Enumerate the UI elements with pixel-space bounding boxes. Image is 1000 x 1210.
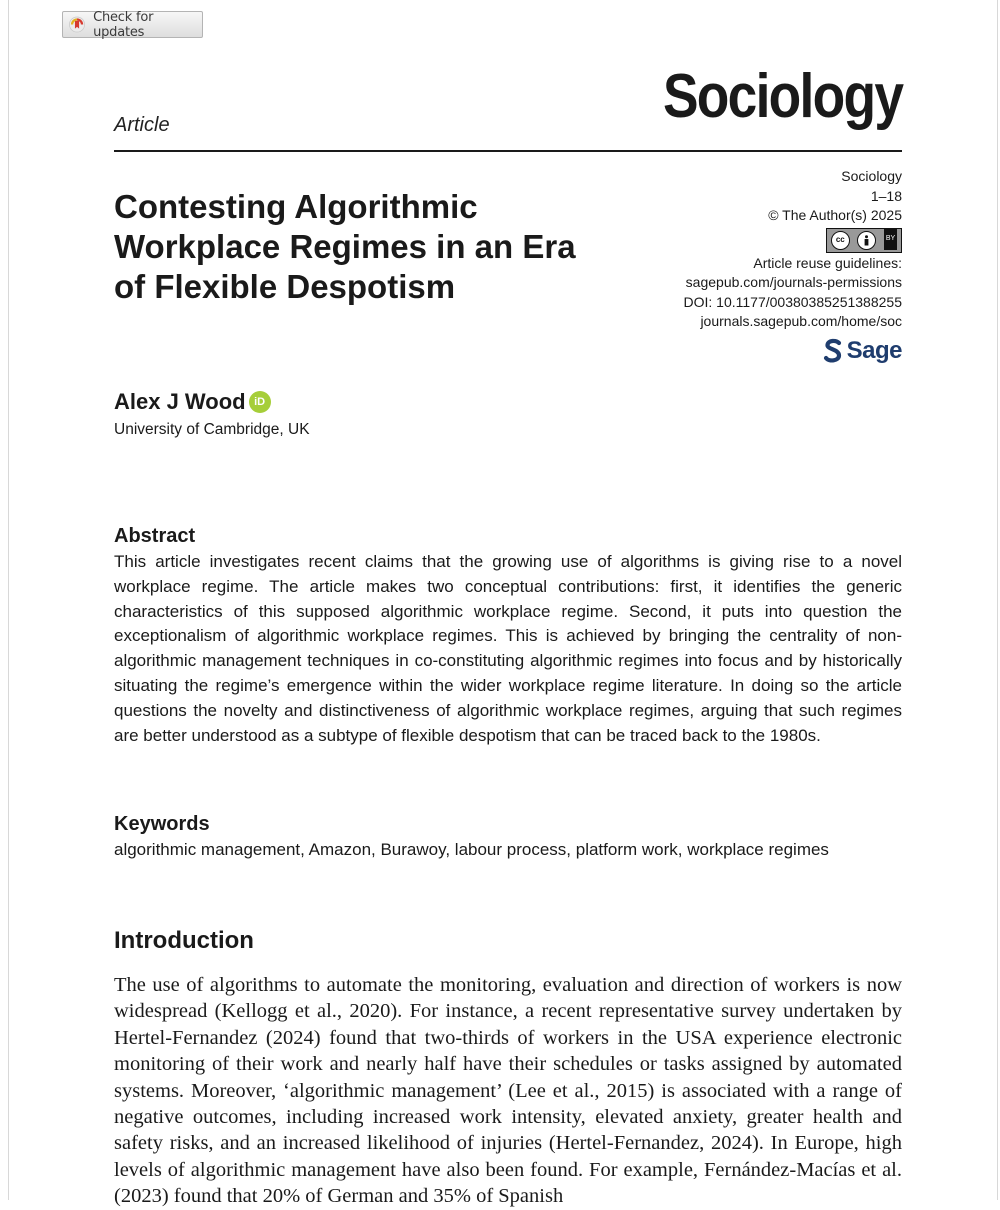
check-for-updates-button[interactable] xyxy=(62,11,203,38)
author-affiliation: University of Cambridge, UK xyxy=(114,421,310,438)
cc-license-badge[interactable] xyxy=(826,228,902,253)
keywords-list: algorithmic management, Amazon, Burawoy, labour process, platform work, workplace regimes xyxy=(114,840,829,859)
meta-doi[interactable]: DOI: 10.1177/00380385251388255 xyxy=(683,293,902,310)
page-edge-right xyxy=(997,0,998,1200)
meta-pages: 1–18 xyxy=(870,187,902,204)
publisher-logo xyxy=(684,338,903,364)
paper-title: Contesting Algorithmic Workplace Regimes in an Era of Flexible Despotism xyxy=(114,188,576,305)
meta-journal: Sociology xyxy=(841,168,902,184)
cc-by-label: BY xyxy=(884,228,897,250)
meta-copyright: © The Author(s) 2025 xyxy=(768,207,902,223)
bookmark-ribbon-icon xyxy=(69,16,85,33)
attribution-icon xyxy=(857,231,876,250)
abstract-heading: Abstract xyxy=(114,525,196,547)
keywords-heading: Keywords xyxy=(114,813,210,835)
page-edge-left xyxy=(8,0,9,1200)
introduction-heading: Introduction xyxy=(114,927,254,954)
meta-journal-home-link[interactable]: journals.sagepub.com/home/soc xyxy=(700,313,902,329)
article-type-label: Article xyxy=(114,114,170,136)
publisher-name: Sage xyxy=(846,336,902,364)
check-for-updates-label: Check for updates xyxy=(93,9,154,40)
author-name[interactable]: Alex J Wood xyxy=(114,389,246,414)
abstract-text: This article investigates recent claims that the growing use of algorithms is giving rise to a novel workplace regime. The article makes two conceptual contributions: first, it identifies the generic characteristics of this supposed algorithmic workplace regime. Second, it puts into question the exceptionalism of algorithmic workplace regimes. This is achieved by bringing the centrality of non-algorithmic management techniques in co-constituting algorithmic regimes into focus and by historically situating the regime’s emergence within the wider workplace regime literature. In doing so the article questions the novelty and distinctiveness of algorithmic workplace regimes, arguing that such regimes are better understood as a subtype of flexible despotism that can be traced back to the 1980s. xyxy=(114,552,902,745)
header-rule xyxy=(114,150,902,152)
orcid-icon[interactable]: iD xyxy=(249,391,271,413)
meta-reuse-link[interactable]: sagepub.com/journals-permissions xyxy=(685,274,902,290)
creative-commons-icon: cc xyxy=(831,231,850,250)
introduction-text: The use of algorithms to automate the monitoring, evaluation and direction of workers is now widespread (Kellogg et al., 2020). For instance, a recent representative survey undertaken by Hertel-Fernandez (2024) found that two-thirds of workers in the USA experience electronic monitoring of their work and nearly half have their schedules or tasks assigned by automated systems. Moreover, ‘algorithmic management’ (Lee et al., 2015) is associated with a range of negative outcomes, including increased work intensity, elevated anxiety, greater health and safety risks, and an increased likelihood of injuries (Hertel-Fernandez, 2024). In Europe, high levels of algorithmic management have also been found. For example, Fernández-Macías et al. (2023) found that 20% of German and 35% of Spanish xyxy=(114,974,902,1208)
sage-logo-icon xyxy=(823,338,843,364)
publication-meta xyxy=(684,167,903,364)
meta-reuse-label: Article reuse guidelines: xyxy=(753,254,902,271)
journal-logo: Sociology xyxy=(662,62,902,131)
author xyxy=(114,389,271,415)
